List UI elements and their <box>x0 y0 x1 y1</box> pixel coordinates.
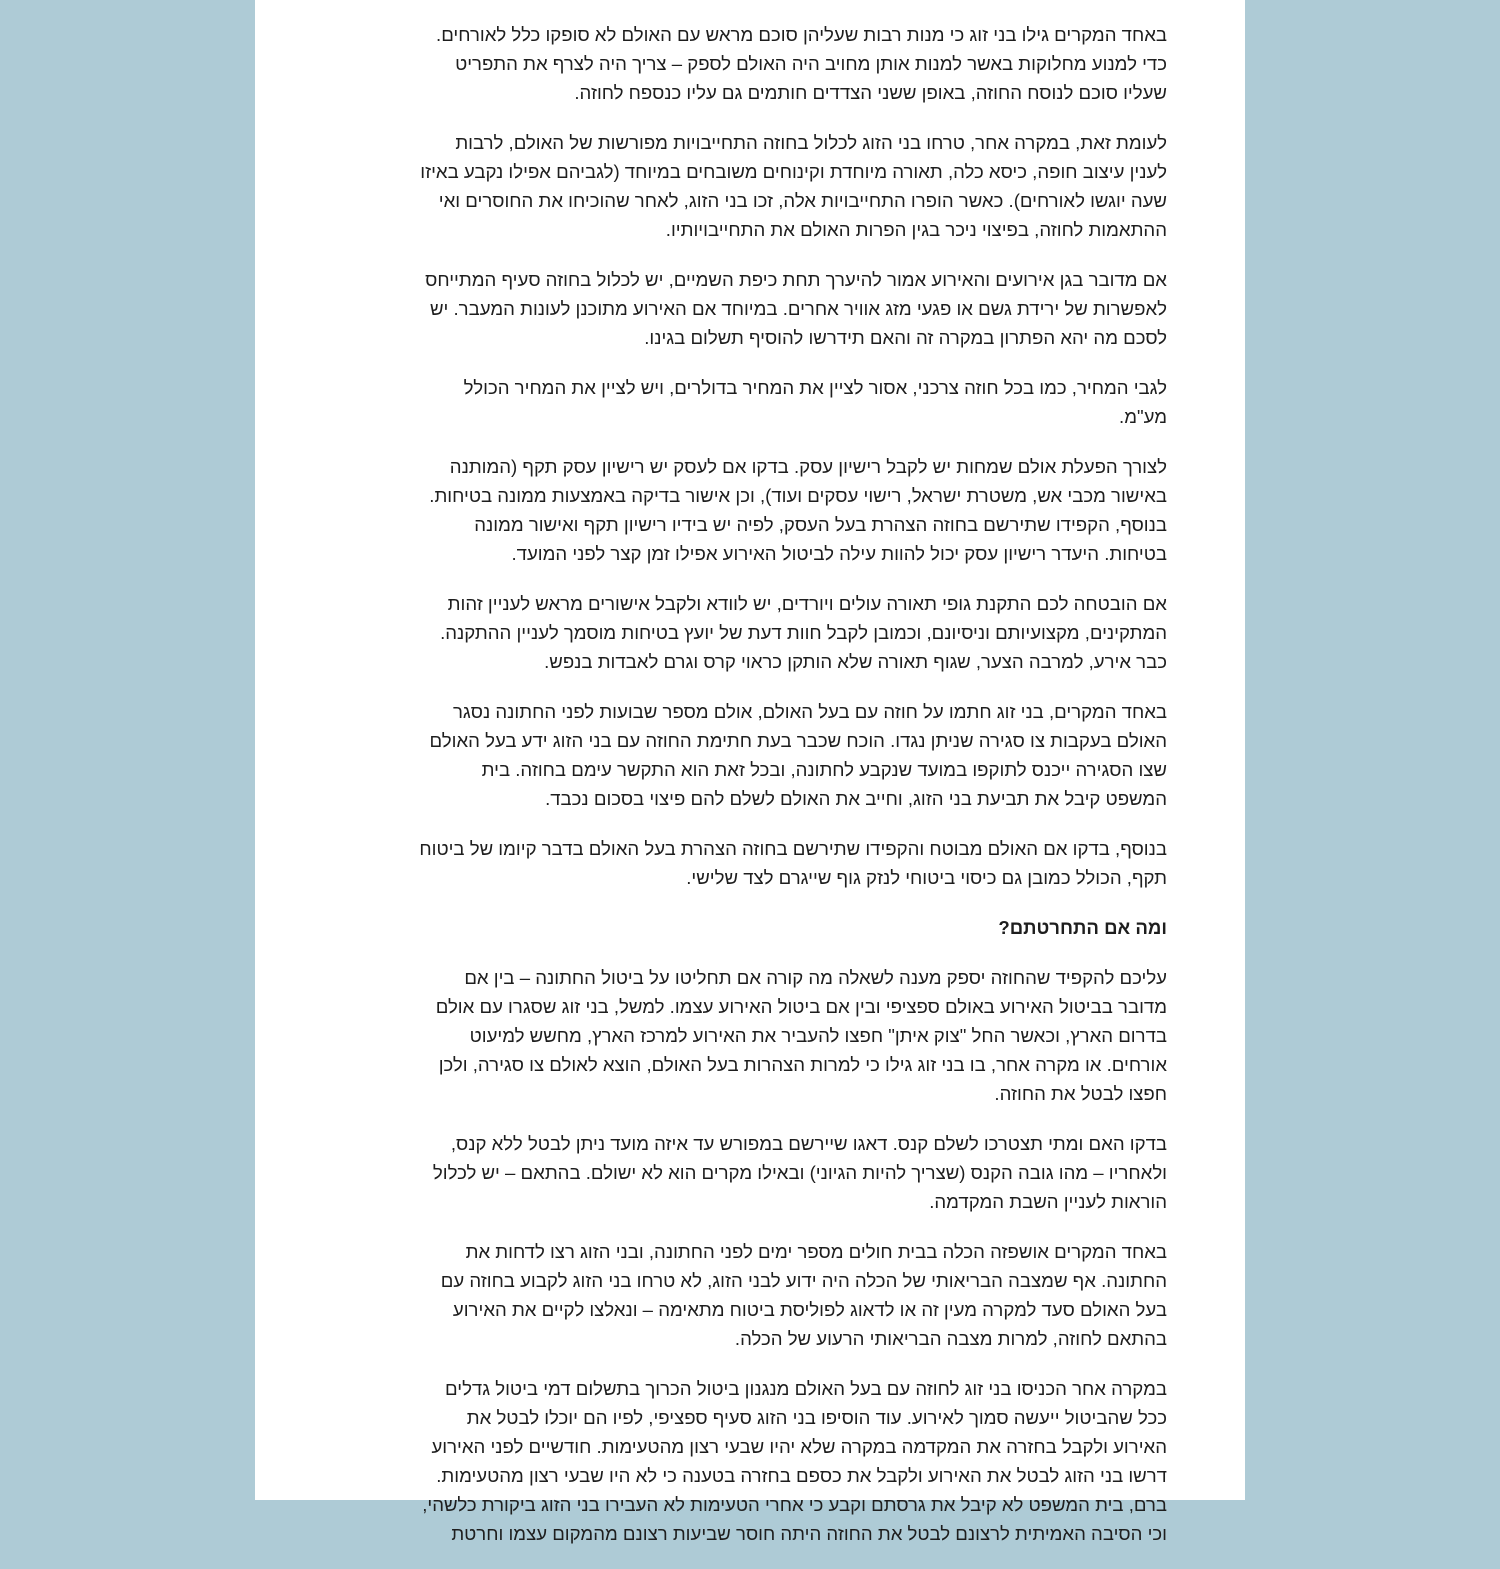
text-line: כדי למנוע מחלוקות באשר למנות אותן מחויב היה האולם לספק – צריך היה לצרף את התפריט <box>455 53 1167 74</box>
text-line: הוראות לעניין השבת המקדמה. <box>929 1191 1167 1212</box>
paragraph-7 <box>317 697 1167 813</box>
text-line: אם מדובר בגן אירועים והאירוע אמור להיערך תחת כיפת השמיים, יש לכלול בחוזה סעיף המתייחס <box>425 269 1167 290</box>
paragraph-9 <box>317 963 1167 1108</box>
paragraph-4 <box>317 373 1167 431</box>
text-line: המשפט קיבל את תביעת בני הזוג, וחייב את האולם לשלם להם פיצוי בסכום נכבד. <box>545 788 1167 809</box>
paragraph-11 <box>317 1237 1167 1353</box>
text-line: חפצו לבטל את החוזה. <box>994 1083 1167 1104</box>
text-line: דרשו בני הזוג לבטל את האירוע ולקבל את כספם בחזרה בטענה כי לא היו שבעי רצון מהטעימות. <box>436 1465 1167 1486</box>
text-line: בדרום הארץ, וכאשר החל "צוק איתן" חפצו להעביר את האירוע למרכז הארץ, מחשש למיעוט <box>469 1025 1167 1046</box>
text-line: בנוסף, הקפידו שתירשם בחוזה הצהרת בעל העסק, לפיה יש בידיו רישיון תקף ואישור ממונה <box>474 514 1167 535</box>
text-line: לענין עיצוב חופה, כיסא כלה, תאורה מיוחדת וקינוחים משובחים במיוחד (לגביהם אפילו נקבע באיזו <box>420 161 1167 182</box>
text-line: באחד המקרים גילו בני זוג כי מנות רבות שעליהן סוכם מראש עם האולם לא סופקו כלל לאורחים. <box>436 24 1167 45</box>
text-line: ברם, בית המשפט לא קיבל את גרסתם וקבע כי אחרי הטעימות לא העבירו בני הזוג ביקורת כלשהי, <box>422 1494 1167 1515</box>
text-line: שעליו סוכם לנוסח החוזה, באופן ששני הצדדים חותמים גם עליו כנספח לחוזה. <box>574 82 1167 103</box>
text-line: לגבי המחיר, כמו בכל חוזה צרכני, אסור לציין את המחיר בדולרים, ויש לציין את המחיר הכולל <box>463 377 1167 398</box>
text-line: בנוסף, בדקו אם האולם מבוטח והקפידו שתירשם בחוזה הצהרת בעל האולם בדבר קיומו של ביטוח <box>419 838 1167 859</box>
paragraph-5 <box>317 452 1167 568</box>
text-line: בהתאם לחוזה, למרות מצבה הבריאותי הרעוע של הכלה. <box>734 1328 1167 1349</box>
text-line: המתקינים, מקצועיותם וניסיונם, וכמובן לקבל חוות דעת של יועץ בטיחות מוסמך לעניין ההתקנה. <box>440 622 1167 643</box>
paragraph-3 <box>317 265 1167 352</box>
text-line: כבר אירע, למרבה הצער, שגוף תאורה שלא הותקן כראוי קרס וגרם לאבדות בנפש. <box>544 651 1167 672</box>
text-line: החתונה. אף שמצבה הבריאותי של הכלה היה ידוע לבני הזוג, לא טרחו בני הזוג לקבוע בחוזה עם <box>440 1270 1167 1291</box>
text-line: ככל שהביטול ייעשה סמוך לאירוע. עוד הוסיפו בני הזוג סעיף ספציפי, לפיו הם יוכלו לבטל את <box>466 1407 1167 1428</box>
paragraph-12 <box>317 1374 1167 1548</box>
text-line: בדקו האם ומתי תצטרכו לשלם קנס. דאגו שיירשם במפורש עד איזה מועד ניתן לבטל ללא קנס, <box>450 1133 1167 1154</box>
text-line: האירוע ולקבל בחזרה את המקדמה במקרה שלא יהיו שבעי רצון מהטעימות. חודשיים לפני האירוע <box>431 1436 1167 1457</box>
text-line: לעומת זאת, במקרה אחר, טרחו בני הזוג לכלול בחוזה התחייבויות מפורשות של האולם, לרבות <box>455 132 1167 153</box>
text-line: אורחים. או מקרה אחר, בו בני זוג גילו כי למרות הצהרות בעל האולם, הוצא לאולם צו סגירה, ולכן <box>438 1054 1167 1075</box>
text-line: במקרה אחר הכניסו בני זוג לחוזה עם בעל האולם מנגנון ביטול הכרוך בתשלום דמי ביטול גדלים <box>445 1378 1167 1399</box>
text-line: האולם בעקבות צו סגירה שניתן נגדו. הוכח שכבר בעת חתימת החוזה עם בני הזוג ידע בעל האולם <box>429 730 1167 751</box>
text-line: תקף, הכולל כמובן גם כיסוי ביטוחי לנזק גוף שייגרם לצד שלישי. <box>686 867 1167 888</box>
text-line: ולאחריו – מהו גובה הקנס (שצריך להיות הגיוני) ובאילו מקרים הוא לא ישולם. בהתאם – יש לכלול <box>432 1162 1167 1183</box>
text-line: בעל האולם סעד למקרה מעין זה או לדאוג לפוליסת ביטוח מתאימה – ונאלצו לקיים את האירוע <box>452 1299 1167 1320</box>
paragraph-8 <box>317 834 1167 892</box>
text-line: לסכם מה יהא הפתרון במקרה זה והאם תידרשו להוסיף תשלום בגינו. <box>644 327 1167 348</box>
paragraph-2 <box>317 128 1167 244</box>
text-line: לאפשרות של ירידת גשם או פגעי מזג אוויר אחרים. במיוחד אם האירוע מתוכנן לעונות המעבר. יש <box>429 298 1167 319</box>
text-line: באחד המקרים אושפזה הכלה בבית חולים מספר ימים לפני החתונה, ובני הזוג רצו לדחות את <box>465 1241 1167 1262</box>
article-body <box>317 20 1167 1569</box>
text-line: ההתאמות לחוזה, בפיצוי ניכר בגין הפרות האולם את התחייבויותיו. <box>665 219 1167 240</box>
text-line: בטיחות. היעדר רישיון עסק יכול להוות עילה לביטול האירוע אפילו זמן קצר לפני המועד. <box>511 543 1167 564</box>
paragraph-6 <box>317 589 1167 676</box>
document-page <box>255 0 1245 1544</box>
text-line: אם הובטחה לכם התקנת גופי תאורה עולים ויורדים, יש לוודא ולקבל אישורים מראש לעניין זהות <box>447 593 1167 614</box>
paragraph-1 <box>317 20 1167 107</box>
text-line: שעה יוגשו לאורחים). כאשר הופרו התחייבויות אלה, זכו בני הזוג, לאחר שהוכיחו את החוסרים ואי <box>438 190 1167 211</box>
text-line: מע"מ. <box>1119 406 1167 427</box>
text-line: באחד המקרים, בני זוג חתמו על חוזה עם בעל האולם, אולם מספר שבועות לפני החתונה נסגר <box>453 701 1167 722</box>
text-line: לצורך הפעלת אולם שמחות יש לקבל רישיון עסק. בדקו אם לעסק יש רישיון עסק תקף (המותנה <box>449 456 1167 477</box>
text-line: וכי הסיבה האמיתית לרצונם לבטל את החוזה היתה חוסר שביעות רצונם מהמקום עצמו וחרטת <box>451 1523 1167 1544</box>
text-line: באישור מכבי אש, משטרת ישראל, רישוי עסקים ועוד), וכן אישור בדיקה באמצעות ממונה בטיחות. <box>429 485 1167 506</box>
paragraph-10 <box>317 1129 1167 1216</box>
text-line: עליכם להקפיד שהחוזה יספק מענה לשאלה מה קורה אם תחליטו על ביטול החתונה – בין אם <box>464 967 1167 988</box>
text-line: שצו הסגירה ייכנס לתוקפו במועד שנקבע לחתונה, ובכל זאת הוא התקשר עימם בחוזה. בית <box>481 759 1167 780</box>
section-heading: ומה אם התחרטתם? <box>998 917 1167 938</box>
text-line: מדובר בביטול האירוע באולם ספציפי ובין אם ביטול האירוע עצמו. למשל, בני זוג שסגרו עם אולם <box>435 996 1167 1017</box>
